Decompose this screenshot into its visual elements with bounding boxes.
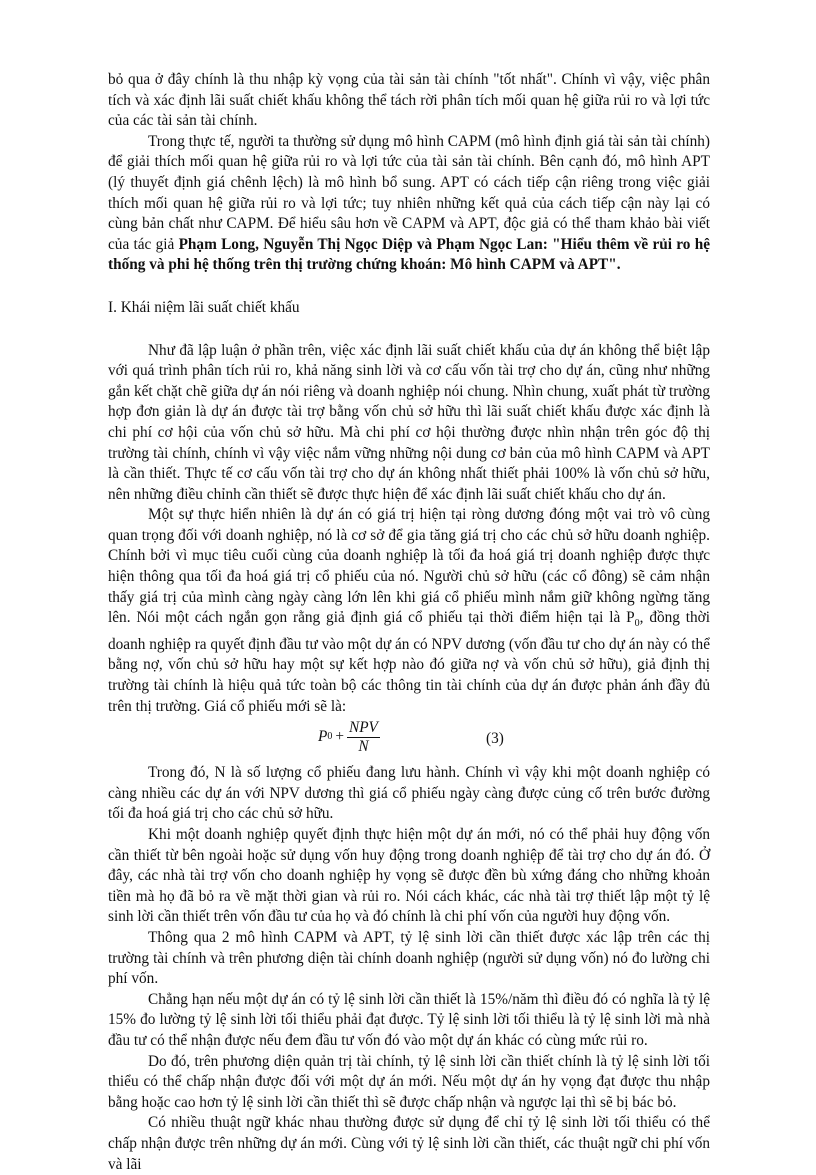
equation-expression <box>318 719 380 756</box>
paragraph-npv-text-b: , đồng thời doanh nghiệp ra quyết định đầu tư vào một dự án có NPV dương (vốn đầu tư cho dự án này có thể bằng nợ, vốn chủ sở hữu hay một sự kết hợp nào đó giữa nợ và vốn chủ sở hữu), giả định thị trường tài chính là hiệu quả tức toàn bộ các thông tin tài chính của dự án được phản ánh đầy đủ trên thị trường. Giá cổ phiếu mới sẽ là: <box>108 609 711 715</box>
equation-fraction <box>347 719 380 756</box>
paragraph-management: Do đó, trên phương diện quản trị tài chính, tỷ lệ sinh lời cần thiết chính là tỷ lệ sinh lời tối thiểu có thể chấp nhận được đối với một dự án mới. Nếu một dự án hy vọng đạt được thu nhập bằng hoặc cao hơn tỷ lệ sinh lời cần thiết thì sẽ được chấp nhận và ngược lại thì sẽ bị bác bỏ. <box>108 1052 710 1111</box>
paragraph-npv-text-a: Một sự thực hiển nhiên là dự án có giá trị hiện tại ròng dương đóng một vai trò vô cùng quan trọng đối với doanh nghiệp, nó là cơ sở để gia tăng giá trị cho các chủ sở hữu doanh nghiệp. Chính bởi vì mục tiêu cuối cùng của doanh nghiệp là tối đa hoá giá trị doanh nghiệp được thực hiện thông qua tối đa hoá giá trị cổ phiếu của nó. Người chủ sở hữu (các cổ đông) sẽ cảm nhận thấy giá trị của mình càng ngày càng lớn lên khi giá cổ phiếu mình nắm giữ không ngừng tăng lên. Nói một cách ngắn gọn rằng giả định giá cổ phiếu tại thời điểm hiện tại là P <box>108 506 710 627</box>
paragraph-example: Chẳng hạn nếu một dự án có tỷ lệ sinh lời cần thiết là 15%/năm thì điều đó có nghĩa là tỷ lệ 15% đo lường tỷ lệ sinh lời tối thiểu phải đạt được. Tỷ lệ sinh lời tối thiểu là tỷ lệ sinh lời mà nhà đầu tư có thể nhận được nếu đem đầu tư vốn đó vào một dự án khác có cùng mức rủi ro. <box>108 990 710 1049</box>
paragraph-npv <box>108 505 710 717</box>
equation-denominator: N <box>358 738 369 756</box>
equation-p-symbol: P <box>318 728 328 746</box>
equation-p-subscript: 0 <box>327 731 333 743</box>
paragraph-continuation: bỏ qua ở đây chính là thu nhập kỳ vọng của tài sản tài chính "tốt nhất". Chính vì vậy, việc phân tích và xác định lãi suất chiết khấu không thể tách rời phân tích mối quan hệ giữa rủi ro và lợi tức của các tài sản tài chính. <box>108 71 710 130</box>
equation-3 <box>108 717 710 763</box>
equation-numerator: NPV <box>349 719 378 737</box>
paragraph-capm-apt-text: Trong thực tế, người ta thường sử dụng mô hình CAPM (mô hình định giá tài sản tài chính) để giải thích mối quan hệ giữa rủi ro và lợi tức của tài sản tài chính. Bên cạnh đó, mô hình APT (lý thuyết định giá chênh lệch) là mô hình bổ sung. APT có cách tiếp cận riêng trong việc giải thích mối quan hệ giữa rủi ro và lợi tức; tuy nhiên những kết quả của cách tiếp cận này lại có cùng bản chất như CAPM. Để hiểu sâu hơn về CAPM và APT, độc giả có thể tham khảo bài viết của tác giả <box>108 132 710 253</box>
equation-plus: + <box>335 728 344 746</box>
section-heading: I. Khái niệm lãi suất chiết khấu <box>108 298 300 316</box>
paragraph-capm-apt <box>108 132 710 276</box>
paragraph-new-project: Khi một doanh nghiệp quyết định thực hiện một dự án mới, nó có thể phải huy động vốn cần thiết từ bên ngoài hoặc sử dụng vốn huy động trong doanh nghiệp để tài trợ cho dự án đó. Ở đây, các nhà tài trợ vốn cho doanh nghiệp hy vọng sẽ được đền bù xứng đáng cho những khoản tiền mà họ đã bỏ ra về mặt thời gian và rủi ro. Nói cách khác, các nhà tài trợ thiết lập một tỷ lệ sinh lời cần thiết trên vốn đầu tư của họ và đó chính là chi phí vốn của người huy động vốn. <box>108 826 710 926</box>
paragraph-shares: Trong đó, N là số lượng cổ phiếu đang lưu hành. Chính vì vậy khi một doanh nghiệp có càng nhiều các dự án với NPV dương thì giá cổ phiếu ngày càng được củng cố trên bước đường tối đa hoá giá trị cho các chủ sở hữu. <box>108 764 710 823</box>
paragraph-npv-subscript: 0 <box>634 618 640 630</box>
equation-number: (3) <box>486 730 504 748</box>
document-page <box>108 70 710 1175</box>
reference-citation: Phạm Long, Nguyễn Thị Ngọc Diệp và Phạm Ngọc Lan: "Hiểu thêm về rủi ro hệ thống và phi hệ thống trên thị trường chứng khoán: Mô hình CAPM và APT". <box>108 235 710 274</box>
paragraph-terms: Có nhiều thuật ngữ khác nhau thường được sử dụng để chỉ tỷ lệ sinh lời tối thiểu có thể chấp nhận được trên những dự án mới. Cùng với tỷ lệ sinh lời cần thiết, các thuật ngữ chi phí vốn và lãi <box>108 1114 710 1173</box>
paragraph-discount-rate: Như đã lập luận ở phần trên, việc xác định lãi suất chiết khấu của dự án không thể biệt lập với quá trình phân tích rủi ro, khả năng sinh lời và cơ cấu vốn tài trợ cho dự án, cũng như những gắn kết chặt chẽ giữa dự án nói riêng và doanh nghiệp nói chung. Nhìn chung, xuất phát từ trường hợp đơn giản là dự án được tài trợ bằng vốn chủ sở hữu thì lãi suất chiết khấu được xác định là chi phí cơ hội của vốn chủ sở hữu. Mà chi phí cơ hội thường được nhìn nhận trên góc độ thị trường tài chính, chính vì vậy việc nắm vững những nội dung cơ bản của mô hình CAPM và APT là cần thiết. Thực tế cơ cấu vốn tài trợ cho dự án không nhất thiết phải 100% là vốn chủ sở hữu, nên những điều chỉnh cần thiết sẽ được thực hiện để xác định lãi suất chiết khấu cho dự án. <box>108 341 710 503</box>
paragraph-models: Thông qua 2 mô hình CAPM và APT, tỷ lệ sinh lời cần thiết được xác lập trên các thị trường tài chính và trên phương diện tài chính doanh nghiệp (người sử dụng vốn) nó đo lường chi phí vốn. <box>108 929 710 988</box>
